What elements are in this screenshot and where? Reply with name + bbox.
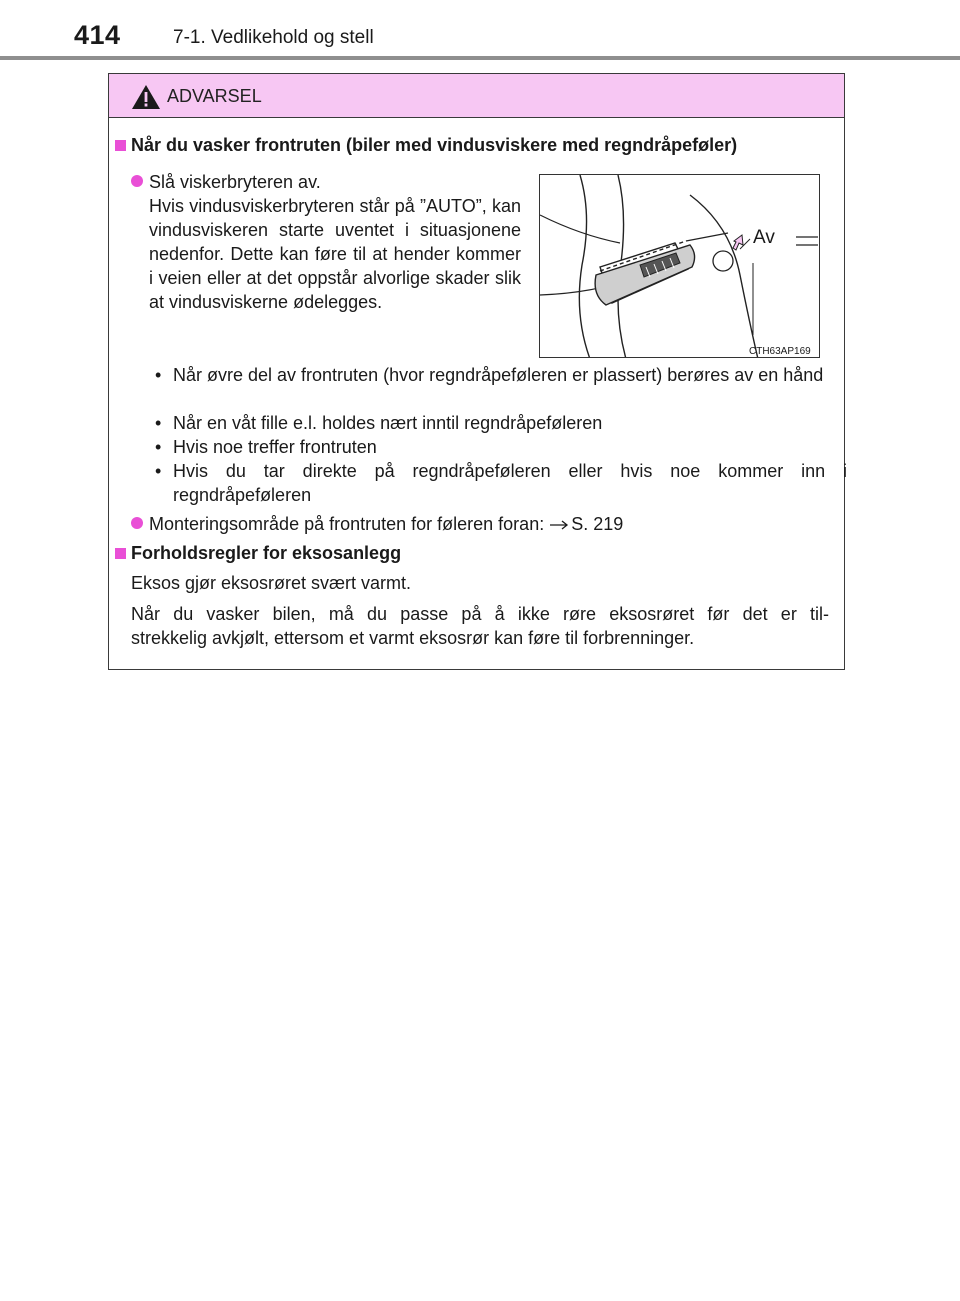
- section2-para1: Eksos gjør eksosrøret svært varmt.: [131, 573, 412, 593]
- section2-para2-line1: Når du vasker bilen, må du passe på å ikke røre eksosrøret før det er til-: [131, 604, 829, 624]
- sub-bullet-text: Hvis du tar direkte på regndråpeføleren eller hvis noe kommer inn i regndråpeføleren: [173, 461, 847, 505]
- page-reference-link[interactable]: S. 219: [571, 514, 624, 534]
- sub-bullet-text: Når øvre del av frontruten (hvor regndråpeføleren er plassert) berøres av en hånd: [173, 365, 824, 385]
- section2-para2-line2: strekkelig avkjølt, ettersom et varmt eksosrør kan føre til forbrenninger.: [131, 628, 695, 648]
- warning-triangle-icon: [131, 84, 161, 110]
- item2: [149, 512, 623, 536]
- section1-heading: Når du vasker frontruten (biler med vindusviskere med regndråpeføler): [131, 135, 738, 155]
- bullet-marker: •: [155, 461, 162, 481]
- warning-box: [108, 73, 845, 670]
- round-bullet-icon: [131, 517, 143, 529]
- warning-header: [109, 74, 844, 118]
- item2-text: Monteringsområde på frontruten for føleren foran:: [149, 514, 545, 534]
- sub-bullet-4: [155, 459, 847, 507]
- wiper-illustration: [539, 174, 820, 358]
- bullet-marker: •: [155, 413, 162, 433]
- bullet-marker: •: [155, 437, 162, 457]
- page-number: 414: [74, 20, 121, 50]
- bullet-marker: •: [155, 365, 162, 385]
- illustration-code: CTH63AP169: [749, 346, 811, 357]
- section2-heading: Forholdsregler for eksosanlegg: [131, 543, 402, 563]
- round-bullet-icon: [131, 175, 143, 187]
- sub-bullet-1: [155, 363, 847, 387]
- sub-bullet-2: [155, 411, 847, 435]
- square-bullet-icon: [115, 548, 126, 559]
- sub-bullet-text: Når en våt fille e.l. holdes nært inntil regndråpeføleren: [173, 413, 603, 433]
- reference-arrow-icon: [549, 519, 569, 531]
- item1-title: Slå viskerbryteren av.: [149, 172, 321, 192]
- sub-bullet-3: [155, 435, 847, 459]
- wiper-switch-drawing: [540, 175, 820, 358]
- illustration-callout: Av: [753, 227, 775, 248]
- sub-bullet-text: Hvis noe treffer frontruten: [173, 437, 377, 457]
- header-rule: [0, 56, 960, 60]
- item1-body: Hvis vindusviskerbryteren står på ”AUTO”, kan vindusviskeren starte uventet i situasjonene nedenfor. Dette kan føre til at hender kommer i veien eller at det oppstår alvorlige skader slik at vindusviskerne ødelegges.: [149, 196, 521, 312]
- warning-label: ADVARSEL: [167, 86, 262, 106]
- square-bullet-icon: [115, 140, 126, 151]
- section-title: 7-1. Vedlikehold og stell: [173, 27, 374, 48]
